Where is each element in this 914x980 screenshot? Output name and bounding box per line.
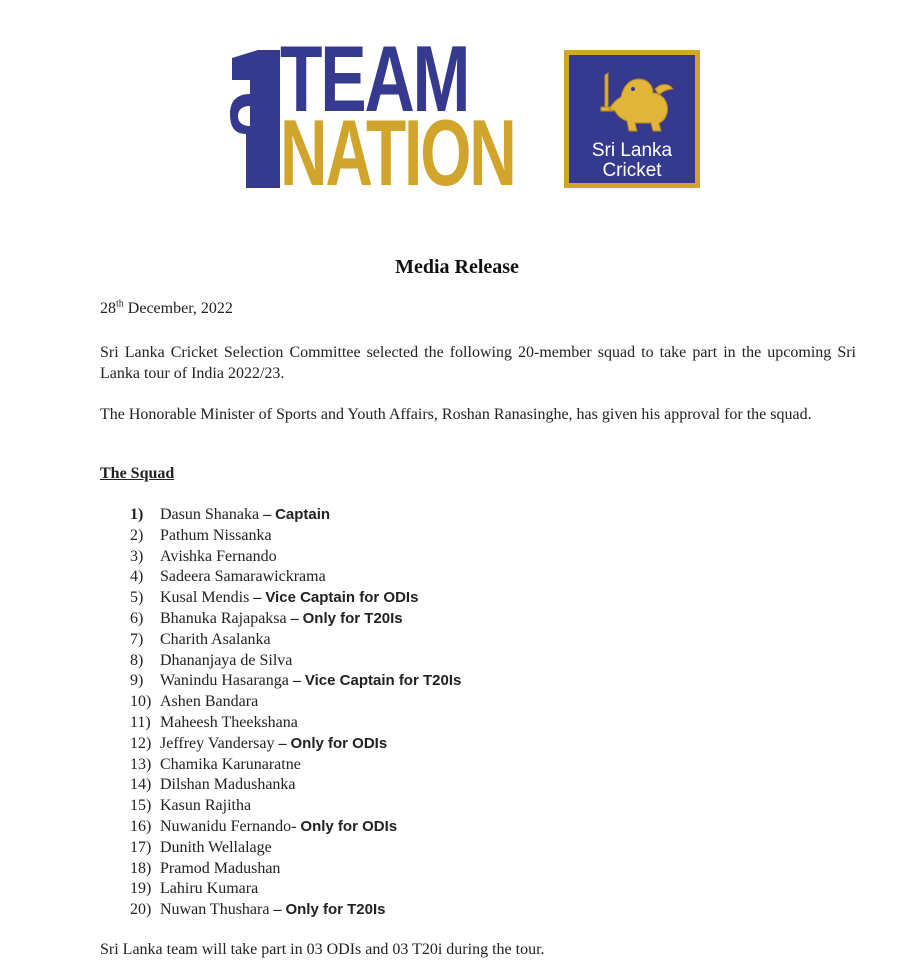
player-name: Charith Asalanka	[160, 630, 271, 648]
player-name: Dilshan Madushanka	[160, 776, 296, 794]
list-number: 8)	[130, 651, 144, 669]
date-suffix: th	[116, 298, 124, 310]
player-name: Dasun Shanaka	[160, 506, 260, 523]
squad-list-item	[130, 713, 461, 734]
squad-list-item	[130, 755, 461, 776]
squad-list-item	[130, 671, 461, 692]
badge-text-line1: Sri Lanka	[591, 140, 673, 161]
player-role: Only for T20Is	[302, 609, 403, 627]
player-role: Only for ODIs	[300, 817, 398, 835]
role-separator: –	[288, 672, 305, 690]
squad-list-item	[130, 796, 461, 817]
date-rest: December, 2022	[123, 300, 233, 317]
squad-list-item	[130, 838, 461, 859]
list-number: 17)	[130, 838, 152, 856]
list-number: 5)	[130, 589, 144, 607]
player-name: Dunith Wellalage	[160, 838, 272, 856]
squad-heading: The Squad	[100, 465, 175, 482]
squad-list-item	[130, 567, 461, 588]
list-number: 18)	[130, 859, 152, 877]
squad-list-item	[130, 734, 461, 755]
list-number: 13)	[130, 755, 152, 773]
player-name: Nuwanidu Fernando	[160, 817, 292, 835]
squad-list-item	[130, 692, 461, 713]
player-name: Wanindu Hasaranga	[160, 672, 289, 690]
role-separator: –	[269, 901, 286, 919]
player-role: Captain	[275, 506, 331, 523]
squad-list-item	[130, 588, 461, 609]
player-name: Dhananjaya de Silva	[160, 651, 293, 669]
squad-list-item	[130, 630, 461, 651]
list-number: 4)	[130, 568, 144, 586]
badge-text-line2: Cricket	[602, 160, 662, 181]
list-number: 14)	[130, 776, 152, 794]
squad-list	[130, 505, 461, 921]
role-separator: -	[291, 817, 301, 835]
list-number: 6)	[130, 609, 144, 627]
role-separator: –	[274, 734, 291, 752]
player-name: Pathum Nissanka	[160, 526, 272, 544]
list-number: 9)	[130, 672, 144, 690]
squad-list-item	[130, 900, 461, 921]
player-name: Kasun Rajitha	[160, 797, 252, 815]
player-name: Maheesh Theekshana	[160, 713, 298, 731]
player-role: Only for T20Is	[285, 901, 386, 919]
squad-list-item	[130, 651, 461, 672]
list-number: 16)	[130, 817, 152, 835]
player-name: Jeffrey Vandersay	[160, 734, 275, 752]
squad-list-item	[130, 526, 461, 547]
sri-lanka-cricket-badge	[564, 50, 700, 188]
role-separator: –	[259, 506, 276, 523]
player-name: Ashen Bandara	[160, 693, 259, 711]
player-name: Avishka Fernando	[160, 547, 277, 565]
player-name: Lahiru Kumara	[160, 880, 259, 898]
list-number: 11)	[130, 713, 151, 731]
lion-emblem-icon	[595, 69, 675, 135]
player-name: Kusal Mendis	[160, 589, 250, 607]
logo-team-word: TEAM	[280, 26, 469, 131]
selection-paragraph: Sri Lanka Cricket Selection Committee selected the following 20-member squad to take part in the upcoming Sri Lanka tour of India 2022/23.	[100, 344, 856, 382]
list-number: 2)	[130, 526, 144, 544]
player-role: Vice Captain for ODIs	[265, 589, 419, 607]
list-number: 1)	[130, 506, 144, 523]
player-name: Nuwan Thushara	[160, 901, 270, 919]
squad-list-item	[130, 817, 461, 838]
player-role: Only for ODIs	[290, 734, 388, 752]
player-name: Bhanuka Rajapaksa	[160, 609, 287, 627]
list-number: 20)	[130, 901, 152, 919]
document-title: Media Release	[395, 256, 519, 278]
squad-list-item	[130, 609, 461, 630]
squad-list-item	[130, 775, 461, 796]
team-nation-logo	[228, 26, 703, 205]
one-numeral-mark	[230, 50, 280, 188]
list-number: 12)	[130, 734, 152, 752]
role-separator: –	[249, 589, 266, 607]
role-separator: –	[286, 609, 303, 627]
player-name: Pramod Madushan	[160, 859, 281, 877]
date-day: 28	[100, 300, 116, 317]
tour-summary: Sri Lanka team will take part in 03 ODIs and 03 T20i during the tour.	[100, 941, 545, 958]
list-number: 15)	[130, 797, 152, 815]
approval-paragraph: The Honorable Minister of Sports and Youth Affairs, Roshan Ranasinghe, has given his approval for the squad.	[100, 406, 812, 423]
logo-nation-word: NATION	[280, 100, 515, 205]
player-name: Chamika Karunaratne	[160, 755, 301, 773]
list-number: 7)	[130, 630, 144, 648]
squad-list-item	[130, 547, 461, 568]
list-number: 19)	[130, 880, 152, 898]
squad-list-item	[130, 859, 461, 880]
squad-list-item	[130, 879, 461, 900]
player-name: Sadeera Samarawickrama	[160, 568, 326, 586]
list-number: 10)	[130, 693, 152, 711]
squad-list-item	[130, 505, 461, 526]
release-date	[100, 300, 233, 318]
player-role: Vice Captain for T20Is	[304, 672, 462, 690]
list-number: 3)	[130, 547, 144, 565]
